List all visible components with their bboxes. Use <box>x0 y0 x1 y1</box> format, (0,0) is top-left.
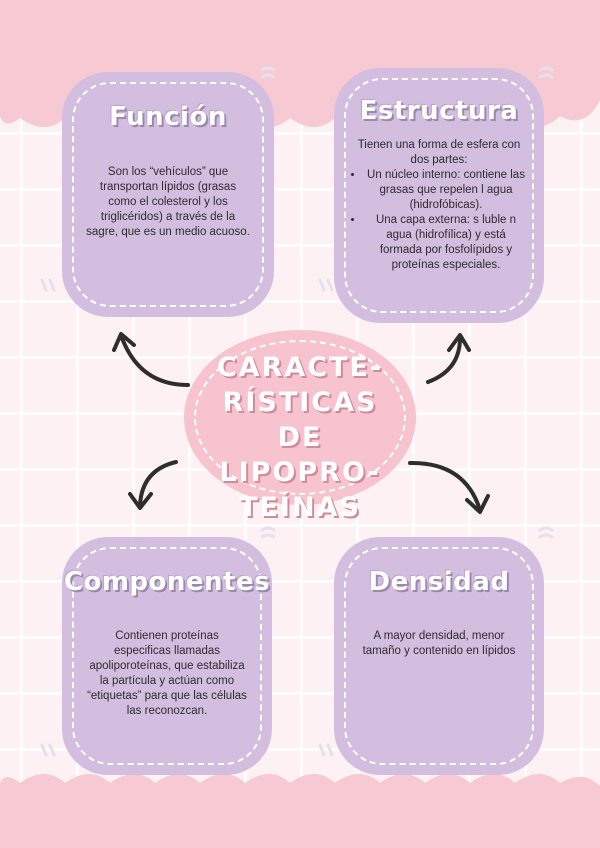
center-title-line: CARACTE- <box>216 352 384 383</box>
list-item: • Un núcleo interno: contiene las grasas que repelen l agua (hidrofóbicas). <box>364 168 528 213</box>
curved-arrow-icon <box>428 335 469 382</box>
curved-arrow-icon <box>114 334 188 385</box>
curved-arrow-icon <box>410 463 488 512</box>
center-title <box>200 350 400 525</box>
center-title-line: RÍSTICAS DE <box>222 387 378 453</box>
card-title-densidad: Densidad <box>368 567 510 597</box>
card-densidad <box>334 537 544 775</box>
card-text-estructura <box>350 138 528 273</box>
card-funcion <box>62 72 274 317</box>
card-componentes <box>62 537 272 775</box>
estructura-list <box>350 168 528 273</box>
curved-arrow-icon <box>130 462 176 508</box>
card-estructura <box>334 68 544 323</box>
card-title-estructura: Estructura <box>359 96 519 126</box>
card-text-densidad: A mayor densidad, menor tamaño y contenido en lípidos <box>362 630 516 657</box>
card-title-componentes: Componentes <box>63 567 271 597</box>
center-title-line: LIPOPRO- <box>219 457 381 488</box>
center-title-line: TEÍNAS <box>239 492 361 523</box>
list-item: • Una capa externa: s luble n agua (hidrofílica) y está formada por fosfolípidos y proteínas especiales. <box>364 213 528 273</box>
card-text-funcion: Son los “vehículos” que transportan lípidos (grasas como el colesterol y los triglicéridos) a través de la sagre, que es un medio acuoso. <box>86 166 250 238</box>
card-text-componentes: Contienen proteínas especificas llamadas apoliporoteínas, que estabiliza la partícula y actúan como “etiquetas” para que las células las reconozcan. <box>87 630 247 717</box>
card-title-funcion: Función <box>109 102 227 132</box>
estructura-intro: Tienen una forma de esfera con dos partes: <box>357 139 521 166</box>
